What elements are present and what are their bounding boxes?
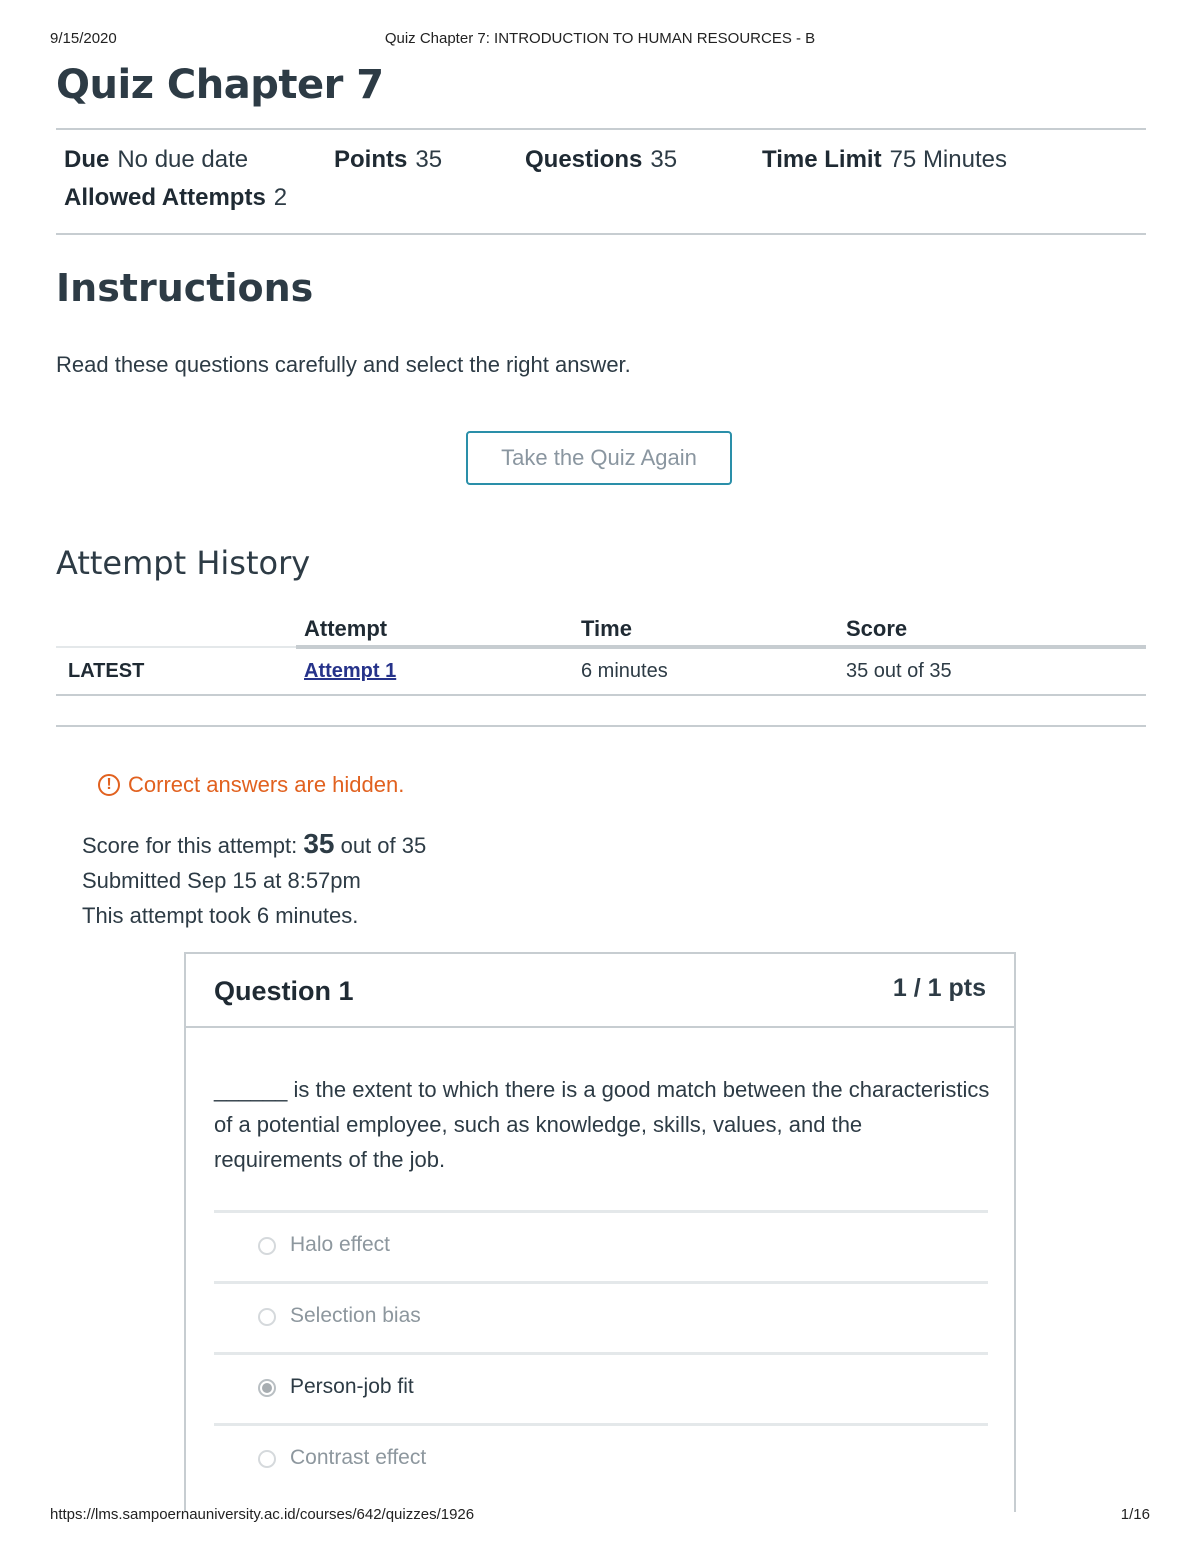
answer-option[interactable] [214, 1423, 988, 1493]
question-card [184, 952, 1016, 1512]
header-underline [296, 645, 1146, 649]
question-points: 1 / 1 pts [892, 974, 986, 1002]
exclamation-circle-icon: ! [98, 774, 120, 796]
alert-text: Correct answers are hidden. [128, 772, 405, 797]
time-limit-label: Time Limit [762, 146, 882, 173]
table-cell-attempt [304, 660, 396, 683]
print-page-number: 1/16 [1120, 1506, 1150, 1523]
row-divider [56, 694, 1146, 696]
attempts-label: Allowed Attempts [64, 184, 266, 211]
score-suffix: out of 35 [334, 833, 427, 858]
due-label: Due [64, 146, 110, 173]
answer-option-selected[interactable] [214, 1352, 988, 1422]
due-value: No due date [117, 146, 249, 173]
submitted-time: Submitted Sep 15 at 8:57pm [82, 868, 361, 893]
attempt-history-heading: Attempt History [56, 544, 311, 582]
column-header-score: Score [846, 616, 908, 641]
table-cell-score: 35 out of 35 [846, 660, 952, 682]
instructions-text: Read these questions carefully and select the right answer. [56, 352, 631, 377]
answer-label: Contrast effect [290, 1446, 427, 1469]
attempts-value: 2 [273, 184, 288, 211]
radio-button-selected[interactable] [258, 1379, 276, 1397]
answer-option[interactable] [214, 1210, 988, 1280]
points-detail [334, 146, 442, 174]
table-cell-time: 6 minutes [581, 660, 668, 682]
divider [56, 128, 1146, 130]
print-url: https://lms.sampoernauniversity.ac.id/courses/642/quizzes/1926 [50, 1506, 475, 1523]
questions-detail [525, 146, 677, 174]
divider [56, 725, 1146, 727]
take-quiz-again-button[interactable]: Take the Quiz Again [466, 431, 732, 485]
answer-label: Selection bias [290, 1304, 421, 1327]
answer-label: Person-job fit [290, 1375, 414, 1398]
column-header-attempt: Attempt [304, 616, 388, 641]
points-label: Points [334, 146, 408, 173]
score-value: 35 [303, 828, 335, 859]
question-header [186, 954, 1014, 1028]
page-title: Quiz Chapter 7 [56, 62, 384, 108]
divider [56, 233, 1146, 235]
question-text: ______ is the extent to which there is a good match between the characteristics of a potential employee, such as knowledge, skills, values, and the requirements of the job. [214, 1077, 990, 1172]
points-value: 35 [415, 146, 443, 173]
radio-button[interactable] [258, 1237, 276, 1255]
questions-value: 35 [650, 146, 678, 173]
answer-option[interactable] [214, 1281, 988, 1351]
attempt-duration: This attempt took 6 minutes. [82, 903, 359, 928]
question-title: Question 1 [214, 976, 354, 1006]
due-detail [64, 146, 248, 174]
radio-button[interactable] [258, 1308, 276, 1326]
radio-button[interactable] [258, 1450, 276, 1468]
print-document-title: Quiz Chapter 7: INTRODUCTION TO HUMAN RESOURCES - B [384, 30, 816, 47]
latest-label: LATEST [68, 660, 145, 682]
print-footer [50, 1506, 1150, 1526]
instructions-heading: Instructions [56, 266, 314, 310]
score-summary [82, 828, 426, 860]
attempts-detail [64, 184, 287, 212]
column-header-time: Time [581, 616, 632, 641]
time-limit-detail [762, 146, 1007, 174]
attempt-1-link[interactable]: Attempt 1 [304, 660, 397, 682]
answer-label: Halo effect [290, 1233, 391, 1256]
print-header [50, 30, 1150, 50]
correct-answers-hidden-alert [98, 772, 404, 798]
questions-label: Questions [525, 146, 643, 173]
print-date: 9/15/2020 [50, 30, 117, 47]
score-prefix: Score for this attempt: [82, 833, 304, 858]
header-underline [56, 646, 296, 648]
time-limit-value: 75 Minutes [889, 146, 1007, 173]
